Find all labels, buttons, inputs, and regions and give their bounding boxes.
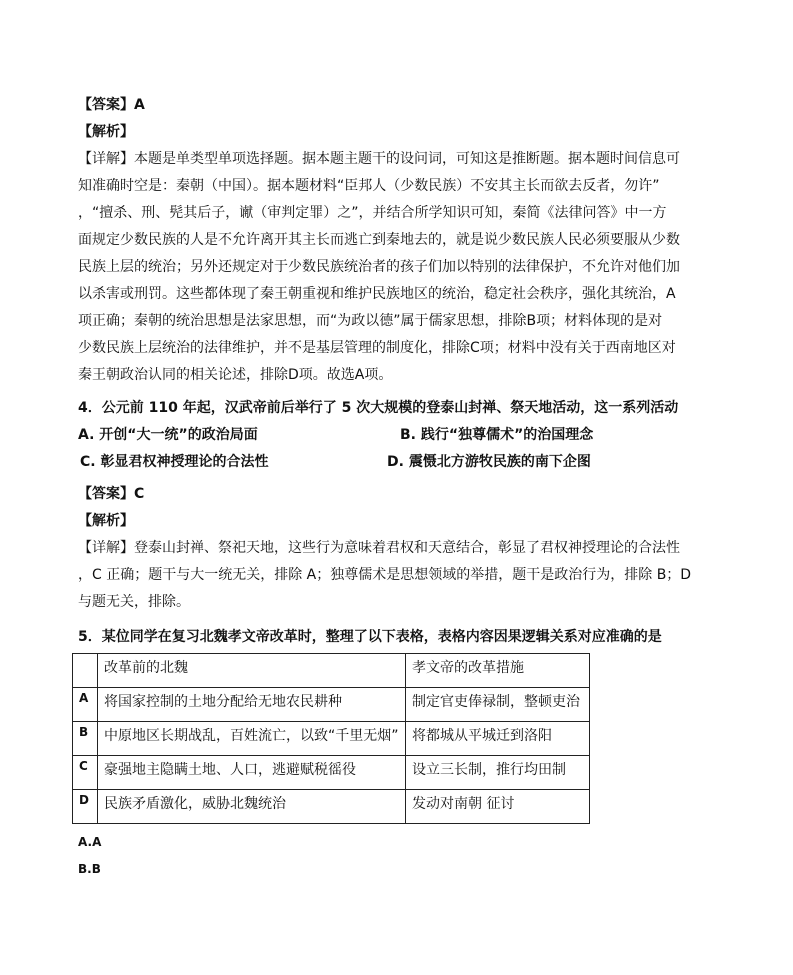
table-row bbox=[73, 756, 590, 790]
row-before: 民族矛盾激化，威胁北魏统治 bbox=[98, 790, 406, 824]
q4-option-b: B. 践行“独尊儒术”的治国理念 bbox=[400, 427, 594, 443]
row-key: B bbox=[73, 722, 98, 756]
q4-detail-line: ，C 正确；题干与大一统无关，排除 A；独尊儒术是思想领域的举措，题干是政治行为，排除 B；D bbox=[78, 567, 692, 583]
q3-answer: 【答案】A bbox=[78, 97, 145, 113]
q3-detail-line: 少数民族上层统治的法律维护，并不是基层管理的制度化，排除C项；材料中没有关于西南地区对 bbox=[78, 340, 676, 356]
row-key: C bbox=[73, 756, 98, 790]
q5-table bbox=[72, 653, 590, 824]
q3-detail-line: 秦王朝政治认同的相关论述，排除D项。故选A项。 bbox=[78, 367, 393, 383]
table-header-key bbox=[73, 654, 98, 688]
row-reform: 制定官吏俸禄制，整顿吏治 bbox=[406, 688, 590, 722]
row-key: D bbox=[73, 790, 98, 824]
table-row bbox=[73, 688, 590, 722]
row-reform: 发动对南朝 征讨 bbox=[406, 790, 590, 824]
table-header-row bbox=[73, 654, 590, 688]
q4-analysis-label: 【解析】 bbox=[78, 513, 134, 529]
q4-detail-line: 与题无关，排除。 bbox=[78, 594, 190, 610]
q3-analysis-label: 【解析】 bbox=[78, 124, 134, 140]
q3-detail-line: 面规定少数民族的人是不允许离开其主长而逃亡到秦地去的，就是说少数民族人民必须要服从少数 bbox=[78, 232, 680, 248]
q3-detail-line: 民族上层的统治；另外还规定对于少数民族统治者的孩子们加以特别的法律保护，不允许对他们加 bbox=[78, 259, 680, 275]
q5-option-a: A.A bbox=[78, 835, 102, 849]
q4-option-d: D. 震慑北方游牧民族的南下企图 bbox=[387, 454, 591, 470]
row-reform: 将都城从平城迁到洛阳 bbox=[406, 722, 590, 756]
row-before: 中原地区长期战乱，百姓流亡，以致“千里无烟” bbox=[98, 722, 406, 756]
row-reform: 设立三长制，推行均田制 bbox=[406, 756, 590, 790]
q3-detail-line: 知准确时空是：秦朝（中国）。据本题材料“臣邦人（少数民族）不安其主长而欲去反者，勿许” bbox=[78, 178, 660, 194]
q4-detail-line: 【详解】登泰山封禅、祭祀天地，这些行为意味着君权和天意结合，彰显了君权神授理论的合法性 bbox=[78, 540, 680, 556]
row-before: 将国家控制的土地分配给无地农民耕种 bbox=[98, 688, 406, 722]
row-before: 豪强地主隐瞒土地、人口，逃避赋税徭役 bbox=[98, 756, 406, 790]
table-row bbox=[73, 790, 590, 824]
q5-stem: 5．某位同学在复习北魏孝文帝改革时，整理了以下表格，表格内容因果逻辑关系对应准确的是 bbox=[78, 629, 662, 645]
row-key: A bbox=[73, 688, 98, 722]
q4-stem: 4．公元前 110 年起，汉武帝前后举行了 5 次大规模的登泰山封禅、祭天地活动，这一系列活动 bbox=[78, 400, 679, 416]
q4-option-a: A. 开创“大一统”的政治局面 bbox=[78, 427, 258, 443]
table-header-before: 改革前的北魏 bbox=[98, 654, 406, 688]
table-row bbox=[73, 722, 590, 756]
table-header-reform: 孝文帝的改革措施 bbox=[406, 654, 590, 688]
q4-answer: 【答案】C bbox=[78, 486, 145, 502]
q3-detail-line: 【详解】本题是单类型单项选择题。据本题主题干的设问词，可知这是推断题。据本题时间信息可 bbox=[78, 151, 680, 167]
q3-detail-line: ，“擅杀、刑、髡其后子，谳（审判定罪）之”，并结合所学知识可知，秦简《法律问答》中一方 bbox=[78, 205, 667, 221]
q3-detail-line: 以杀害或刑罚。这些都体现了秦王朝重视和维护民族地区的统治，稳定社会秩序，强化其统治，A bbox=[78, 286, 676, 302]
q5-option-b: B.B bbox=[78, 862, 101, 876]
q3-detail-line: 项正确；秦朝的统治思想是法家思想，而“为政以德”属于儒家思想，排除B项；材料体现的是对 bbox=[78, 313, 663, 329]
q4-option-c: C. 彰显君权神授理论的合法性 bbox=[80, 454, 269, 470]
